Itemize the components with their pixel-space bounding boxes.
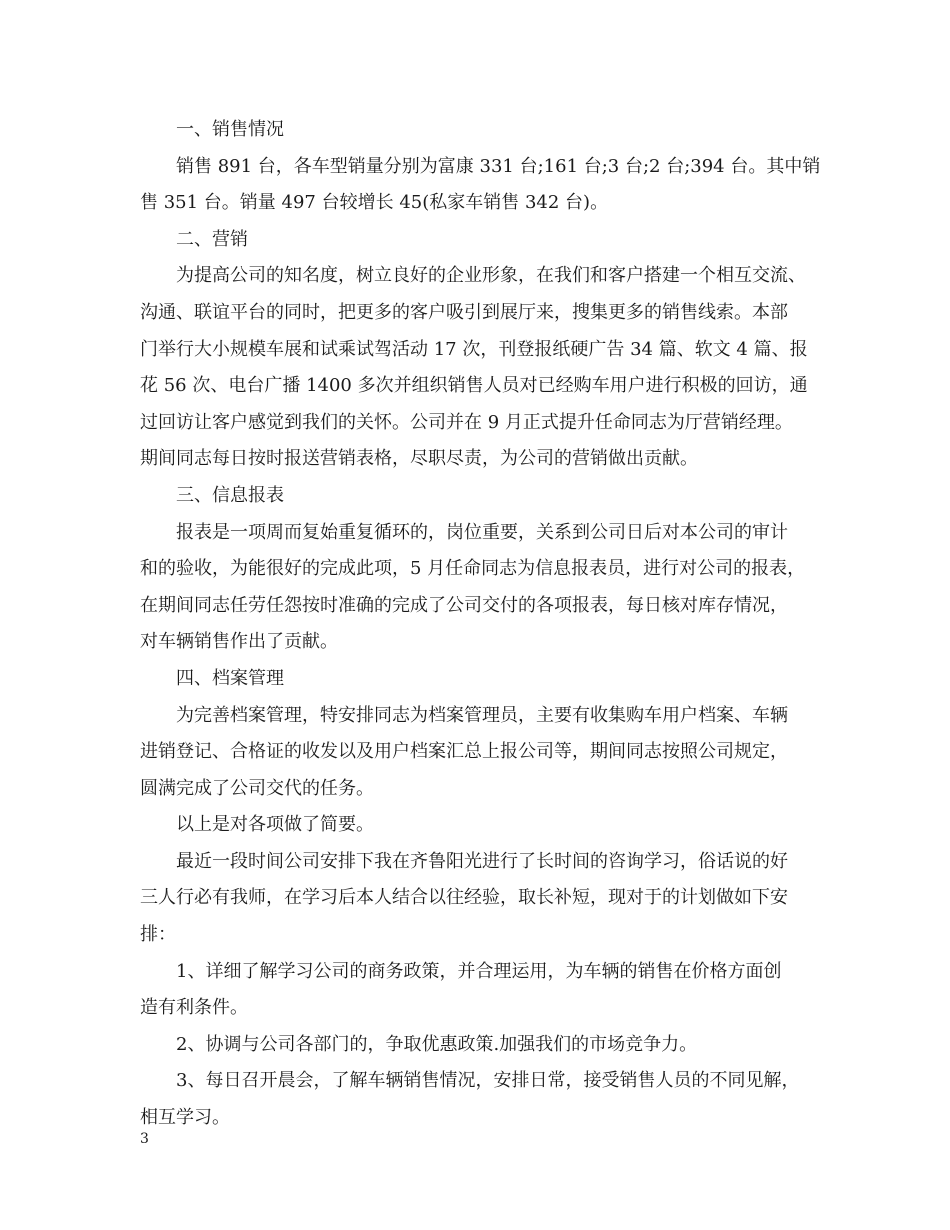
document-body <box>140 112 830 1137</box>
text-line: 为完善档案管理，特安排同志为档案管理员，主要有收集购车用户档案、车辆 <box>176 704 788 726</box>
text-line: 2、协调与公司各部门的，争取优惠政策.加强我们的市场竞争力。 <box>176 1033 698 1055</box>
text-line: 圆满完成了公司交代的任务。 <box>140 777 374 799</box>
text-line: 排： <box>140 924 176 946</box>
text-line: 售 351 台。销量 497 台较增长 45(私家车销售 342 台)。 <box>140 192 609 214</box>
text-line: 门举行大小规模车展和试乘试驾活动 17 次，刊登报纸硬广告 34 篇、软文 4 篇、报 <box>140 338 808 360</box>
text-line: 过回访让客户感觉到我们的关怀。公司并在 9 月正式提升任命同志为厅营销经理。 <box>140 411 793 433</box>
text-line: 以上是对各项做了简要。 <box>176 814 374 836</box>
text-line: 和的验收，为能很好的完成此项，5 月任命同志为信息报表员，进行对公司的报表， <box>140 558 806 580</box>
text-line: 造有利条件。 <box>140 997 248 1019</box>
text-line: 销售 891 台，各车型销量分别为富康 331 台;161 台;3 台;2 台;394 台。其中销 <box>176 155 821 177</box>
text-line: 为提高公司的知名度，树立良好的企业形象，在我们和客户搭建一个相互交流、 <box>176 265 806 287</box>
text-line: 相互学习。 <box>140 1107 230 1129</box>
text-line: 三人行必有我师，在学习后本人结合以往经验，取长补短，现对于的计划做如下安 <box>140 887 788 909</box>
text-line: 二、营销 <box>176 228 248 250</box>
text-line: 沟通、联谊平台的同时，把更多的客户吸引到展厅来，搜集更多的销售线索。本部 <box>140 301 788 323</box>
text-line: 1、详细了解学习公司的商务政策，并合理运用，为车辆的销售在价格方面创 <box>176 960 782 982</box>
text-line: 花 56 次、电台广播 1400 多次并组织销售人员对已经购车用户进行积极的回访，通 <box>140 375 808 397</box>
page-number: 3 <box>140 1131 149 1147</box>
text-line: 期间同志每日按时报送营销表格，尽职尽责，为公司的营销做出贡献。 <box>140 448 698 470</box>
text-line: 进销登记、合格证的收发以及用户档案汇总上报公司等，期间同志按照公司规定， <box>140 741 788 763</box>
text-line: 一、销售情况 <box>176 119 284 140</box>
text-line: 三、信息报表 <box>176 484 284 506</box>
text-line: 四、档案管理 <box>176 667 284 689</box>
text-line: 3、每日召开晨会，了解车辆销售情况，安排日常，接受销售人员的不同见解， <box>176 1070 800 1092</box>
text-line: 对车辆销售作出了贡献。 <box>140 631 338 653</box>
text-line: 最近一段时间公司安排下我在齐鲁阳光进行了长时间的咨询学习，俗话说的好 <box>176 850 788 872</box>
text-line: 报表是一项周而复始重复循环的，岗位重要，关系到公司日后对本公司的审计 <box>176 521 788 543</box>
text-line: 在期间同志任劳任怨按时准确的完成了公司交付的各项报表，每日核对库存情况， <box>140 594 788 616</box>
